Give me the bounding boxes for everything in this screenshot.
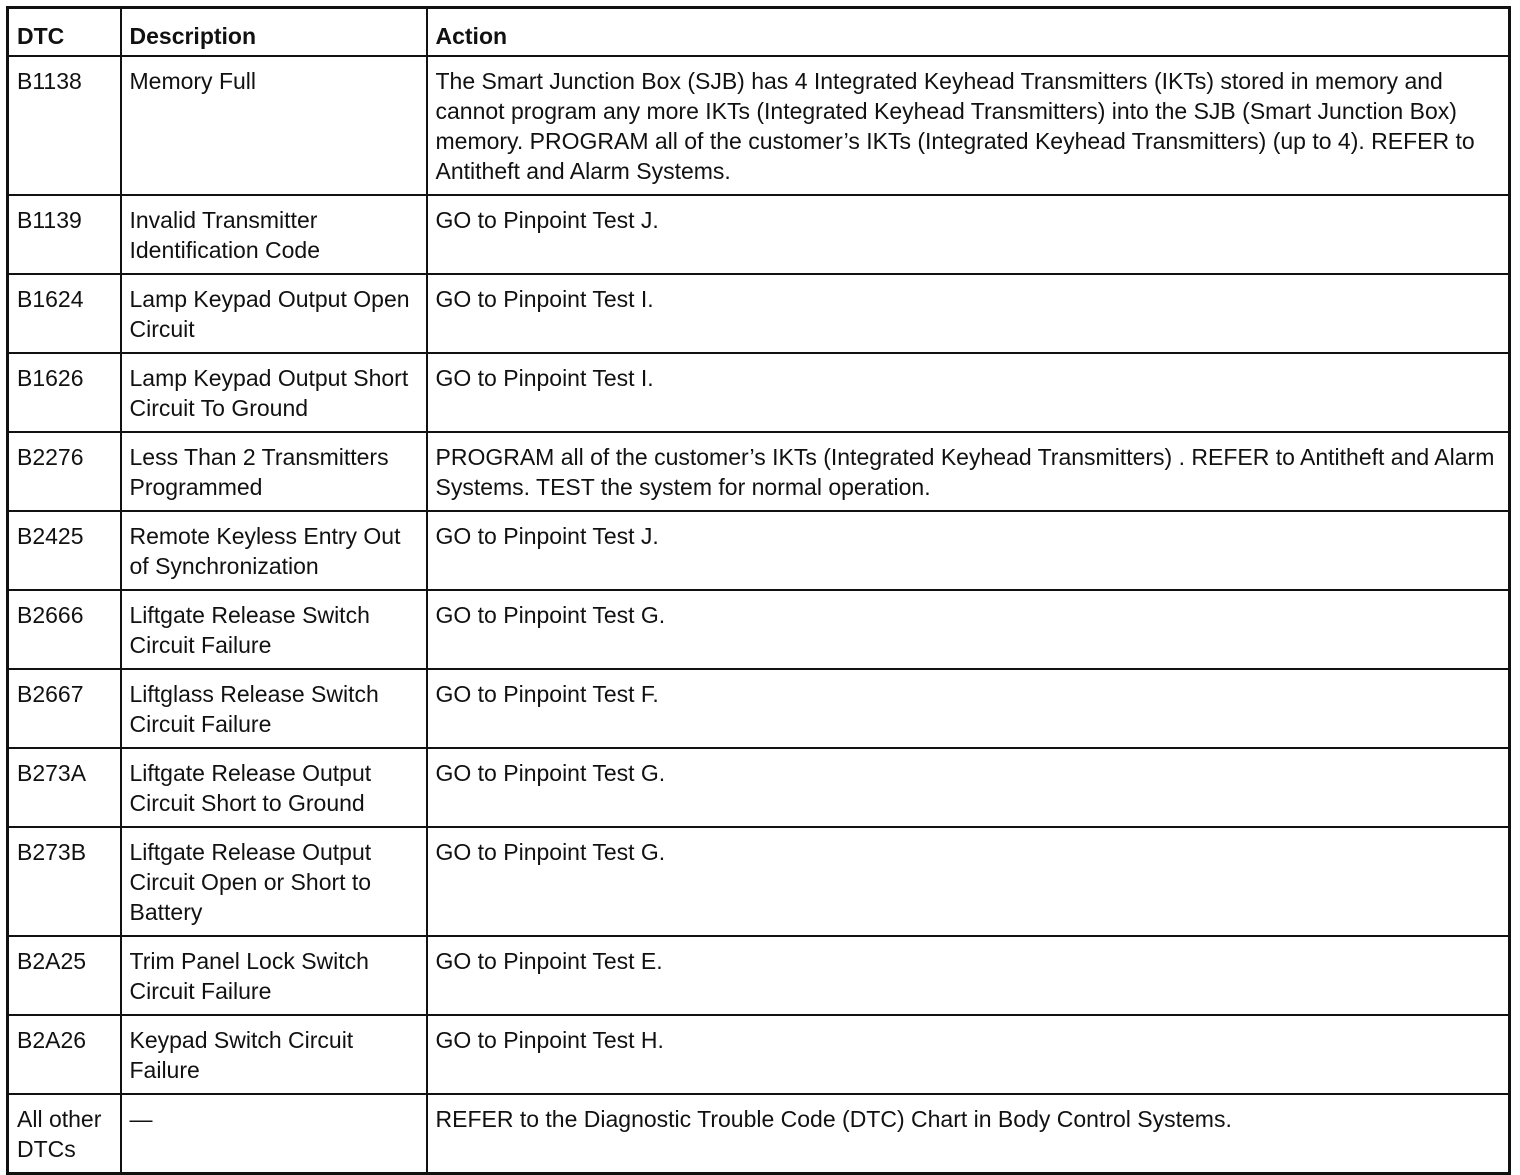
dtc-code-cell: B1138 <box>8 56 121 195</box>
table-row <box>8 590 1510 669</box>
action-cell: GO to Pinpoint Test H. <box>427 1015 1510 1094</box>
dtc-code-cell: B2666 <box>8 590 121 669</box>
dtc-code-cell: B273B <box>8 827 121 936</box>
action-cell: GO to Pinpoint Test I. <box>427 274 1510 353</box>
table-row <box>8 1015 1510 1094</box>
description-cell: Remote Keyless Entry Out of Synchronization <box>121 511 427 590</box>
description-cell: Trim Panel Lock Switch Circuit Failure <box>121 936 427 1015</box>
dtc-table <box>6 6 1511 1175</box>
table-row <box>8 195 1510 274</box>
table-row <box>8 936 1510 1015</box>
dtc-code-cell: B1626 <box>8 353 121 432</box>
action-cell: GO to Pinpoint Test E. <box>427 936 1510 1015</box>
table-row <box>8 274 1510 353</box>
table-row <box>8 56 1510 195</box>
dtc-code-cell: B1139 <box>8 195 121 274</box>
action-cell: GO to Pinpoint Test G. <box>427 827 1510 936</box>
dtc-code-cell: B2276 <box>8 432 121 511</box>
description-cell: Lamp Keypad Output Open Circuit <box>121 274 427 353</box>
description-cell: Liftglass Release Switch Circuit Failure <box>121 669 427 748</box>
description-cell: — <box>121 1094 427 1174</box>
table-row <box>8 827 1510 936</box>
action-cell: GO to Pinpoint Test F. <box>427 669 1510 748</box>
table-row <box>8 511 1510 590</box>
action-cell: GO to Pinpoint Test G. <box>427 590 1510 669</box>
dtc-code-cell: B2425 <box>8 511 121 590</box>
dtc-code-cell: B273A <box>8 748 121 827</box>
description-cell: Invalid Transmitter Identification Code <box>121 195 427 274</box>
description-cell: Liftgate Release Output Circuit Open or Short to Battery <box>121 827 427 936</box>
action-cell: PROGRAM all of the customer’s IKTs (Integrated Keyhead Transmitters) . REFER to Antitheft and Alarm Systems. TEST the system for normal operation. <box>427 432 1510 511</box>
description-cell: Lamp Keypad Output Short Circuit To Ground <box>121 353 427 432</box>
header-description: Description <box>121 8 427 57</box>
table-row <box>8 1094 1510 1174</box>
action-cell: The Smart Junction Box (SJB) has 4 Integrated Keyhead Transmitters (IKTs) stored in memory and cannot program any more IKTs (Integrated Keyhead Transmitters) into the SJB (Smart Junction Box) memory. PROGRAM all of the customer’s IKTs (Integrated Keyhead Transmitters) (up to 4). REFER to Antitheft and Alarm Systems. <box>427 56 1510 195</box>
action-cell: GO to Pinpoint Test G. <box>427 748 1510 827</box>
description-cell: Less Than 2 Transmitters Programmed <box>121 432 427 511</box>
dtc-code-cell: B2A25 <box>8 936 121 1015</box>
description-cell: Liftgate Release Switch Circuit Failure <box>121 590 427 669</box>
table-row <box>8 432 1510 511</box>
dtc-code-cell: B2A26 <box>8 1015 121 1094</box>
description-cell: Memory Full <box>121 56 427 195</box>
dtc-code-cell: All other DTCs <box>8 1094 121 1174</box>
table-row <box>8 748 1510 827</box>
action-cell: GO to Pinpoint Test J. <box>427 511 1510 590</box>
action-cell: REFER to the Diagnostic Trouble Code (DTC) Chart in Body Control Systems. <box>427 1094 1510 1174</box>
action-cell: GO to Pinpoint Test I. <box>427 353 1510 432</box>
dtc-code-cell: B2667 <box>8 669 121 748</box>
table-row <box>8 353 1510 432</box>
table-row <box>8 669 1510 748</box>
description-cell: Keypad Switch Circuit Failure <box>121 1015 427 1094</box>
dtc-code-cell: B1624 <box>8 274 121 353</box>
header-action: Action <box>427 8 1510 57</box>
description-cell: Liftgate Release Output Circuit Short to Ground <box>121 748 427 827</box>
table-header-row <box>8 8 1510 57</box>
header-dtc: DTC <box>8 8 121 57</box>
action-cell: GO to Pinpoint Test J. <box>427 195 1510 274</box>
